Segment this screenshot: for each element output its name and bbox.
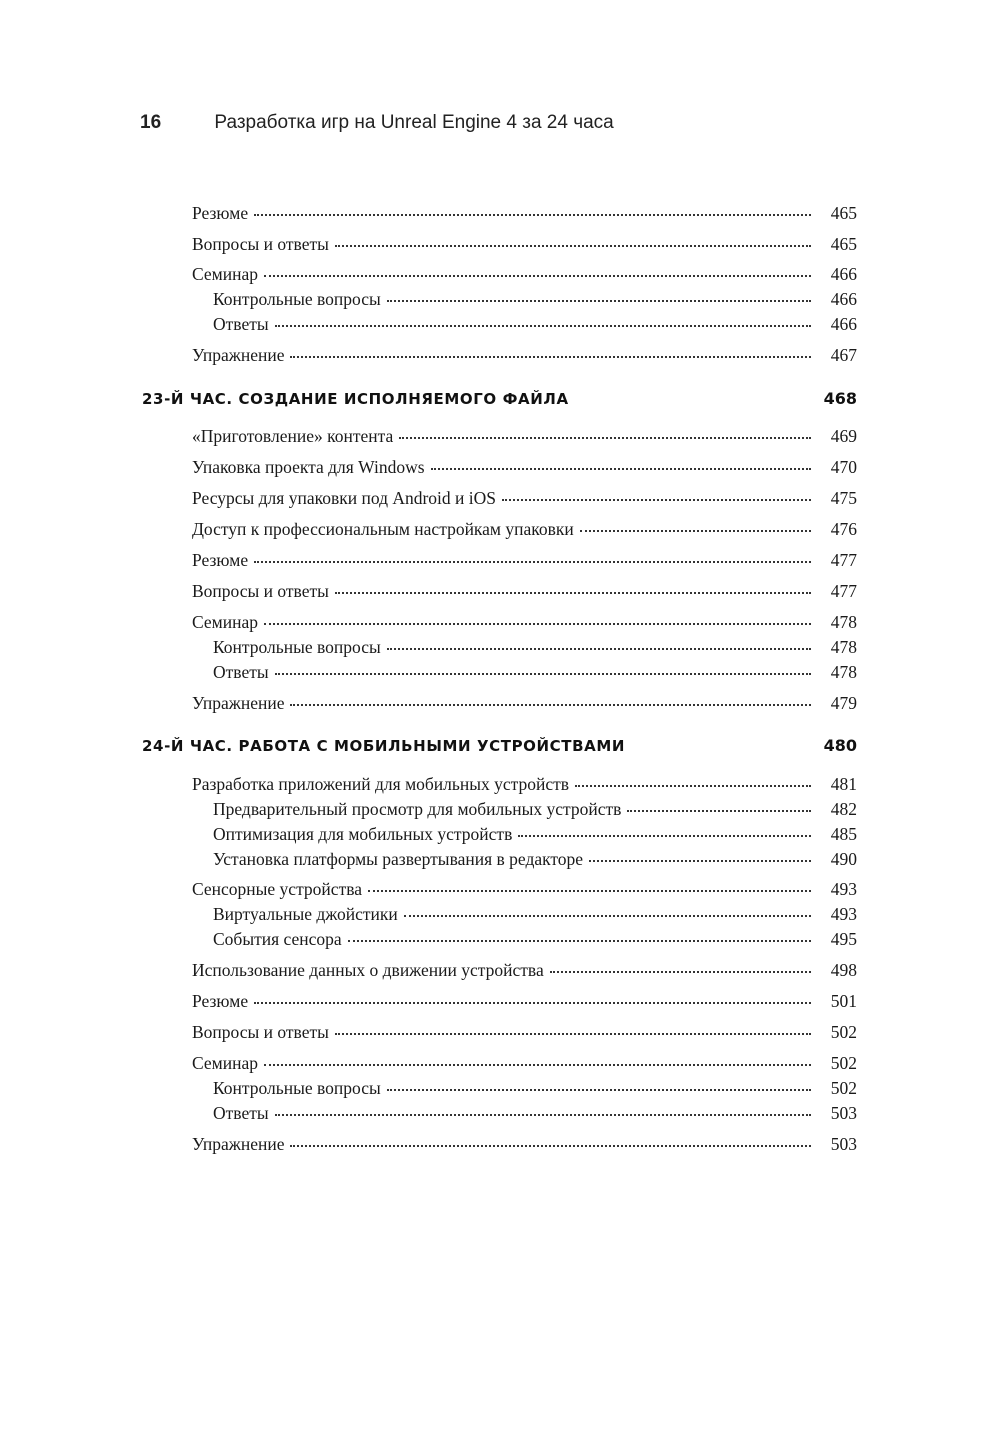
entry-page-number: 465 xyxy=(830,203,857,223)
toc-entry xyxy=(192,340,857,370)
dot-leader xyxy=(290,1144,811,1147)
toc-entry xyxy=(192,452,857,482)
dot-leader xyxy=(335,244,811,247)
toc-entry xyxy=(192,1129,857,1159)
entry-title: Семинар xyxy=(192,1053,258,1073)
dot-leader xyxy=(254,213,811,216)
entry-page-number: 477 xyxy=(830,550,857,570)
entry-title: Сенсорные устройства xyxy=(192,879,363,899)
entry-title: «Приготовление» контента xyxy=(192,426,394,446)
entry-page-number: 482 xyxy=(830,799,857,819)
toc-entry xyxy=(192,229,857,259)
entry-title: Контрольные вопросы xyxy=(213,1078,381,1098)
entry-title: Упражнение xyxy=(192,693,285,713)
entry-title: Упражнение xyxy=(192,1134,285,1154)
dot-leader xyxy=(264,1063,811,1066)
dot-leader xyxy=(502,498,811,501)
entry-page-number: 465 xyxy=(830,234,857,254)
dot-leader xyxy=(348,939,811,942)
entry-title: Ответы xyxy=(213,1103,269,1123)
entry-page-number: 476 xyxy=(830,519,857,539)
entry-page-number: 493 xyxy=(830,879,857,899)
dot-leader xyxy=(575,784,811,787)
toc-subentry xyxy=(213,844,857,874)
dot-leader xyxy=(387,299,811,302)
dot-leader xyxy=(589,859,811,862)
entry-page-number: 501 xyxy=(830,991,857,1011)
entry-title: Упражнение xyxy=(192,345,285,365)
entry-page-number: 490 xyxy=(830,849,857,869)
entry-title: Упаковка проекта для Windows xyxy=(192,457,425,477)
entry-title: Резюме xyxy=(192,991,249,1011)
dot-leader xyxy=(254,560,811,563)
entry-title: Оптимизация для мобильных устройств xyxy=(213,824,513,844)
entry-title: Резюме xyxy=(192,550,249,570)
entry-title: Доступ к профессиональным настройкам упаковки xyxy=(192,519,574,539)
entry-page-number: 466 xyxy=(830,289,857,309)
toc-subentry xyxy=(213,657,857,687)
dot-leader xyxy=(290,355,811,358)
entry-page-number: 475 xyxy=(830,488,857,508)
entry-title: Вопросы и ответы xyxy=(192,581,329,601)
dot-leader xyxy=(264,622,811,625)
dot-leader xyxy=(368,889,811,892)
toc-entry xyxy=(192,576,857,606)
dot-leader xyxy=(254,1001,811,1004)
entry-title: Семинар xyxy=(192,264,258,284)
chapter-title: 24-Й ЧАС. РАБОТА С МОБИЛЬНЫМИ УСТРОЙСТВАМИ xyxy=(142,737,626,755)
toc-entry xyxy=(192,955,857,985)
entry-page-number: 485 xyxy=(830,824,857,844)
entry-page-number: 502 xyxy=(830,1053,857,1073)
dot-leader xyxy=(335,1032,811,1035)
toc-subentry xyxy=(213,1098,857,1128)
toc-entry xyxy=(192,986,857,1016)
entry-title: Вопросы и ответы xyxy=(192,234,329,254)
toc-entry xyxy=(192,198,857,228)
entry-page-number: 470 xyxy=(830,457,857,477)
page-number: 16 xyxy=(140,112,162,133)
entry-title: События сенсора xyxy=(213,929,342,949)
dot-leader xyxy=(387,647,811,650)
running-head xyxy=(140,112,614,134)
dot-leader xyxy=(404,914,811,917)
entry-title: Разработка приложений для мобильных устройств xyxy=(192,774,570,794)
entry-page-number: 477 xyxy=(830,581,857,601)
entry-title: Установка платформы развертывания в редакторе xyxy=(213,849,584,869)
entry-title: Виртуальные джойстики xyxy=(213,904,398,924)
dot-leader xyxy=(275,324,811,327)
entry-page-number: 466 xyxy=(830,264,857,284)
entry-page-number: 481 xyxy=(830,774,857,794)
entry-page-number: 498 xyxy=(830,960,857,980)
entry-page-number: 479 xyxy=(830,693,857,713)
chapter-page-number: 480 xyxy=(823,736,857,755)
entry-title: Ресурсы для упаковки под Android и iOS xyxy=(192,488,497,508)
book-title: Разработка игр на Unreal Engine 4 за 24 часа xyxy=(214,112,614,133)
toc-entry xyxy=(192,688,857,718)
toc-entry xyxy=(192,421,857,451)
entry-page-number: 466 xyxy=(830,314,857,334)
dot-leader xyxy=(264,274,811,277)
entry-title: Контрольные вопросы xyxy=(213,289,381,309)
entry-page-number: 503 xyxy=(830,1134,857,1154)
entry-page-number: 478 xyxy=(830,637,857,657)
entry-page-number: 495 xyxy=(830,929,857,949)
chapter-heading xyxy=(142,731,857,761)
entry-page-number: 478 xyxy=(830,662,857,682)
chapter-heading xyxy=(142,384,857,414)
dot-leader xyxy=(627,809,811,812)
entry-title: Контрольные вопросы xyxy=(213,637,381,657)
chapter-title: 23-Й ЧАС. СОЗДАНИЕ ИСПОЛНЯЕМОГО ФАЙЛА xyxy=(142,390,569,408)
toc-entry xyxy=(192,1017,857,1047)
entry-title: Использование данных о движении устройства xyxy=(192,960,544,980)
entry-page-number: 503 xyxy=(830,1103,857,1123)
dot-leader xyxy=(290,703,811,706)
dot-leader xyxy=(399,436,811,439)
entry-title: Резюме xyxy=(192,203,249,223)
entry-page-number: 502 xyxy=(830,1078,857,1098)
chapter-page-number: 468 xyxy=(823,389,857,408)
entry-page-number: 502 xyxy=(830,1022,857,1042)
entry-title: Вопросы и ответы xyxy=(192,1022,329,1042)
dot-leader xyxy=(275,672,811,675)
toc-subentry xyxy=(213,924,857,954)
dot-leader xyxy=(550,970,811,973)
dot-leader xyxy=(387,1088,811,1091)
dot-leader xyxy=(431,467,811,470)
entry-page-number: 478 xyxy=(830,612,857,632)
entry-title: Ответы xyxy=(213,662,269,682)
toc-entry xyxy=(192,514,857,544)
toc-entry xyxy=(192,545,857,575)
dot-leader xyxy=(518,834,811,837)
entry-page-number: 467 xyxy=(830,345,857,365)
entry-page-number: 469 xyxy=(830,426,857,446)
dot-leader xyxy=(335,591,811,594)
entry-title: Ответы xyxy=(213,314,269,334)
toc-subentry xyxy=(213,309,857,339)
toc-entry xyxy=(192,483,857,513)
entry-title: Семинар xyxy=(192,612,258,632)
entry-title: Предварительный просмотр для мобильных устройств xyxy=(213,799,622,819)
dot-leader xyxy=(580,529,811,532)
entry-page-number: 493 xyxy=(830,904,857,924)
dot-leader xyxy=(275,1113,811,1116)
